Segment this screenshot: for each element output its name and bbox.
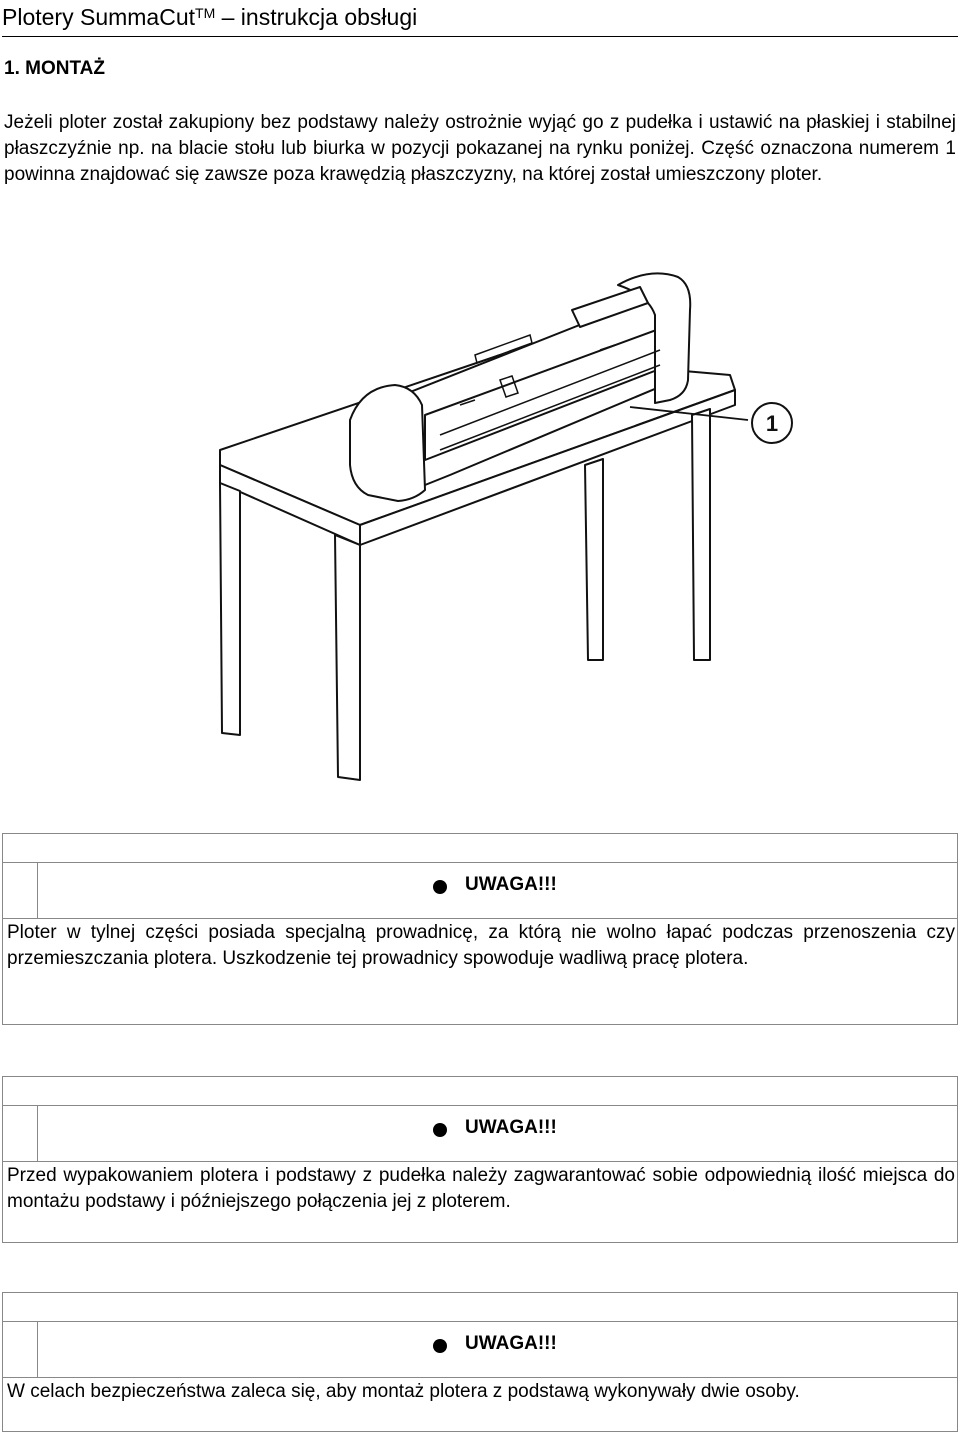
warning-text: Ploter w tylnej części posiada specjalną prowadnicę, za którą nie wolno łapać podczas przenoszenia czy przemieszczania plotera. Uszkodzenie tej prowadnicy spowoduje wadliwą pracę plotera. (7, 922, 955, 969)
table-leg-front-right (692, 409, 710, 660)
title-suffix: – instrukcja obsługi (215, 4, 418, 30)
title-trademark: TM (195, 5, 216, 21)
bullet-icon (433, 880, 447, 894)
table-leg-back-right (585, 459, 603, 660)
plotter-left-cap (350, 385, 425, 501)
intro-paragraph: Jeżeli ploter został zakupiony bez podstawy należy ostrożnie wyjąć go z pudełka i ustawić na płaskiej i stabilnej płaszczyźnie np. na blacie stołu lub biurka w pozycji pokazanej na rynku poniżej. Część oznaczona numerem 1 powinna znajdować się zawsze poza krawędzią płaszczyzny, na której został umieszczony ploter. (4, 112, 956, 185)
warning-label: UWAGA!!! (465, 1333, 557, 1354)
warning-note-1 (2, 833, 958, 1025)
title-prefix: Plotery SummaCut (2, 4, 196, 30)
warning-label: UWAGA!!! (465, 1117, 557, 1138)
callout-number: 1 (765, 411, 779, 436)
warning-label: UWAGA!!! (465, 874, 557, 895)
bullet-icon (433, 1123, 447, 1137)
table-leg-front-left (335, 535, 360, 780)
plotter-on-table-illustration (200, 255, 800, 795)
warning-text: W celach bezpieczeństwa zaleca się, aby montaż plotera z podstawą wykonywały dwie osoby. (7, 1381, 800, 1402)
section-heading: 1. MONTAŻ (4, 58, 105, 79)
warning-text: Przed wypakowaniem plotera i podstawy z pudełka należy zagwarantować sobie odpowiednią ilość miejsca do montażu podstawy i późniejszego połączenia jej z ploterem. (7, 1165, 955, 1212)
warning-note-3 (2, 1292, 958, 1432)
document-title (2, 2, 958, 37)
warning-note-2 (2, 1076, 958, 1243)
bullet-icon (433, 1339, 447, 1353)
table-leg-back-left (220, 483, 240, 735)
